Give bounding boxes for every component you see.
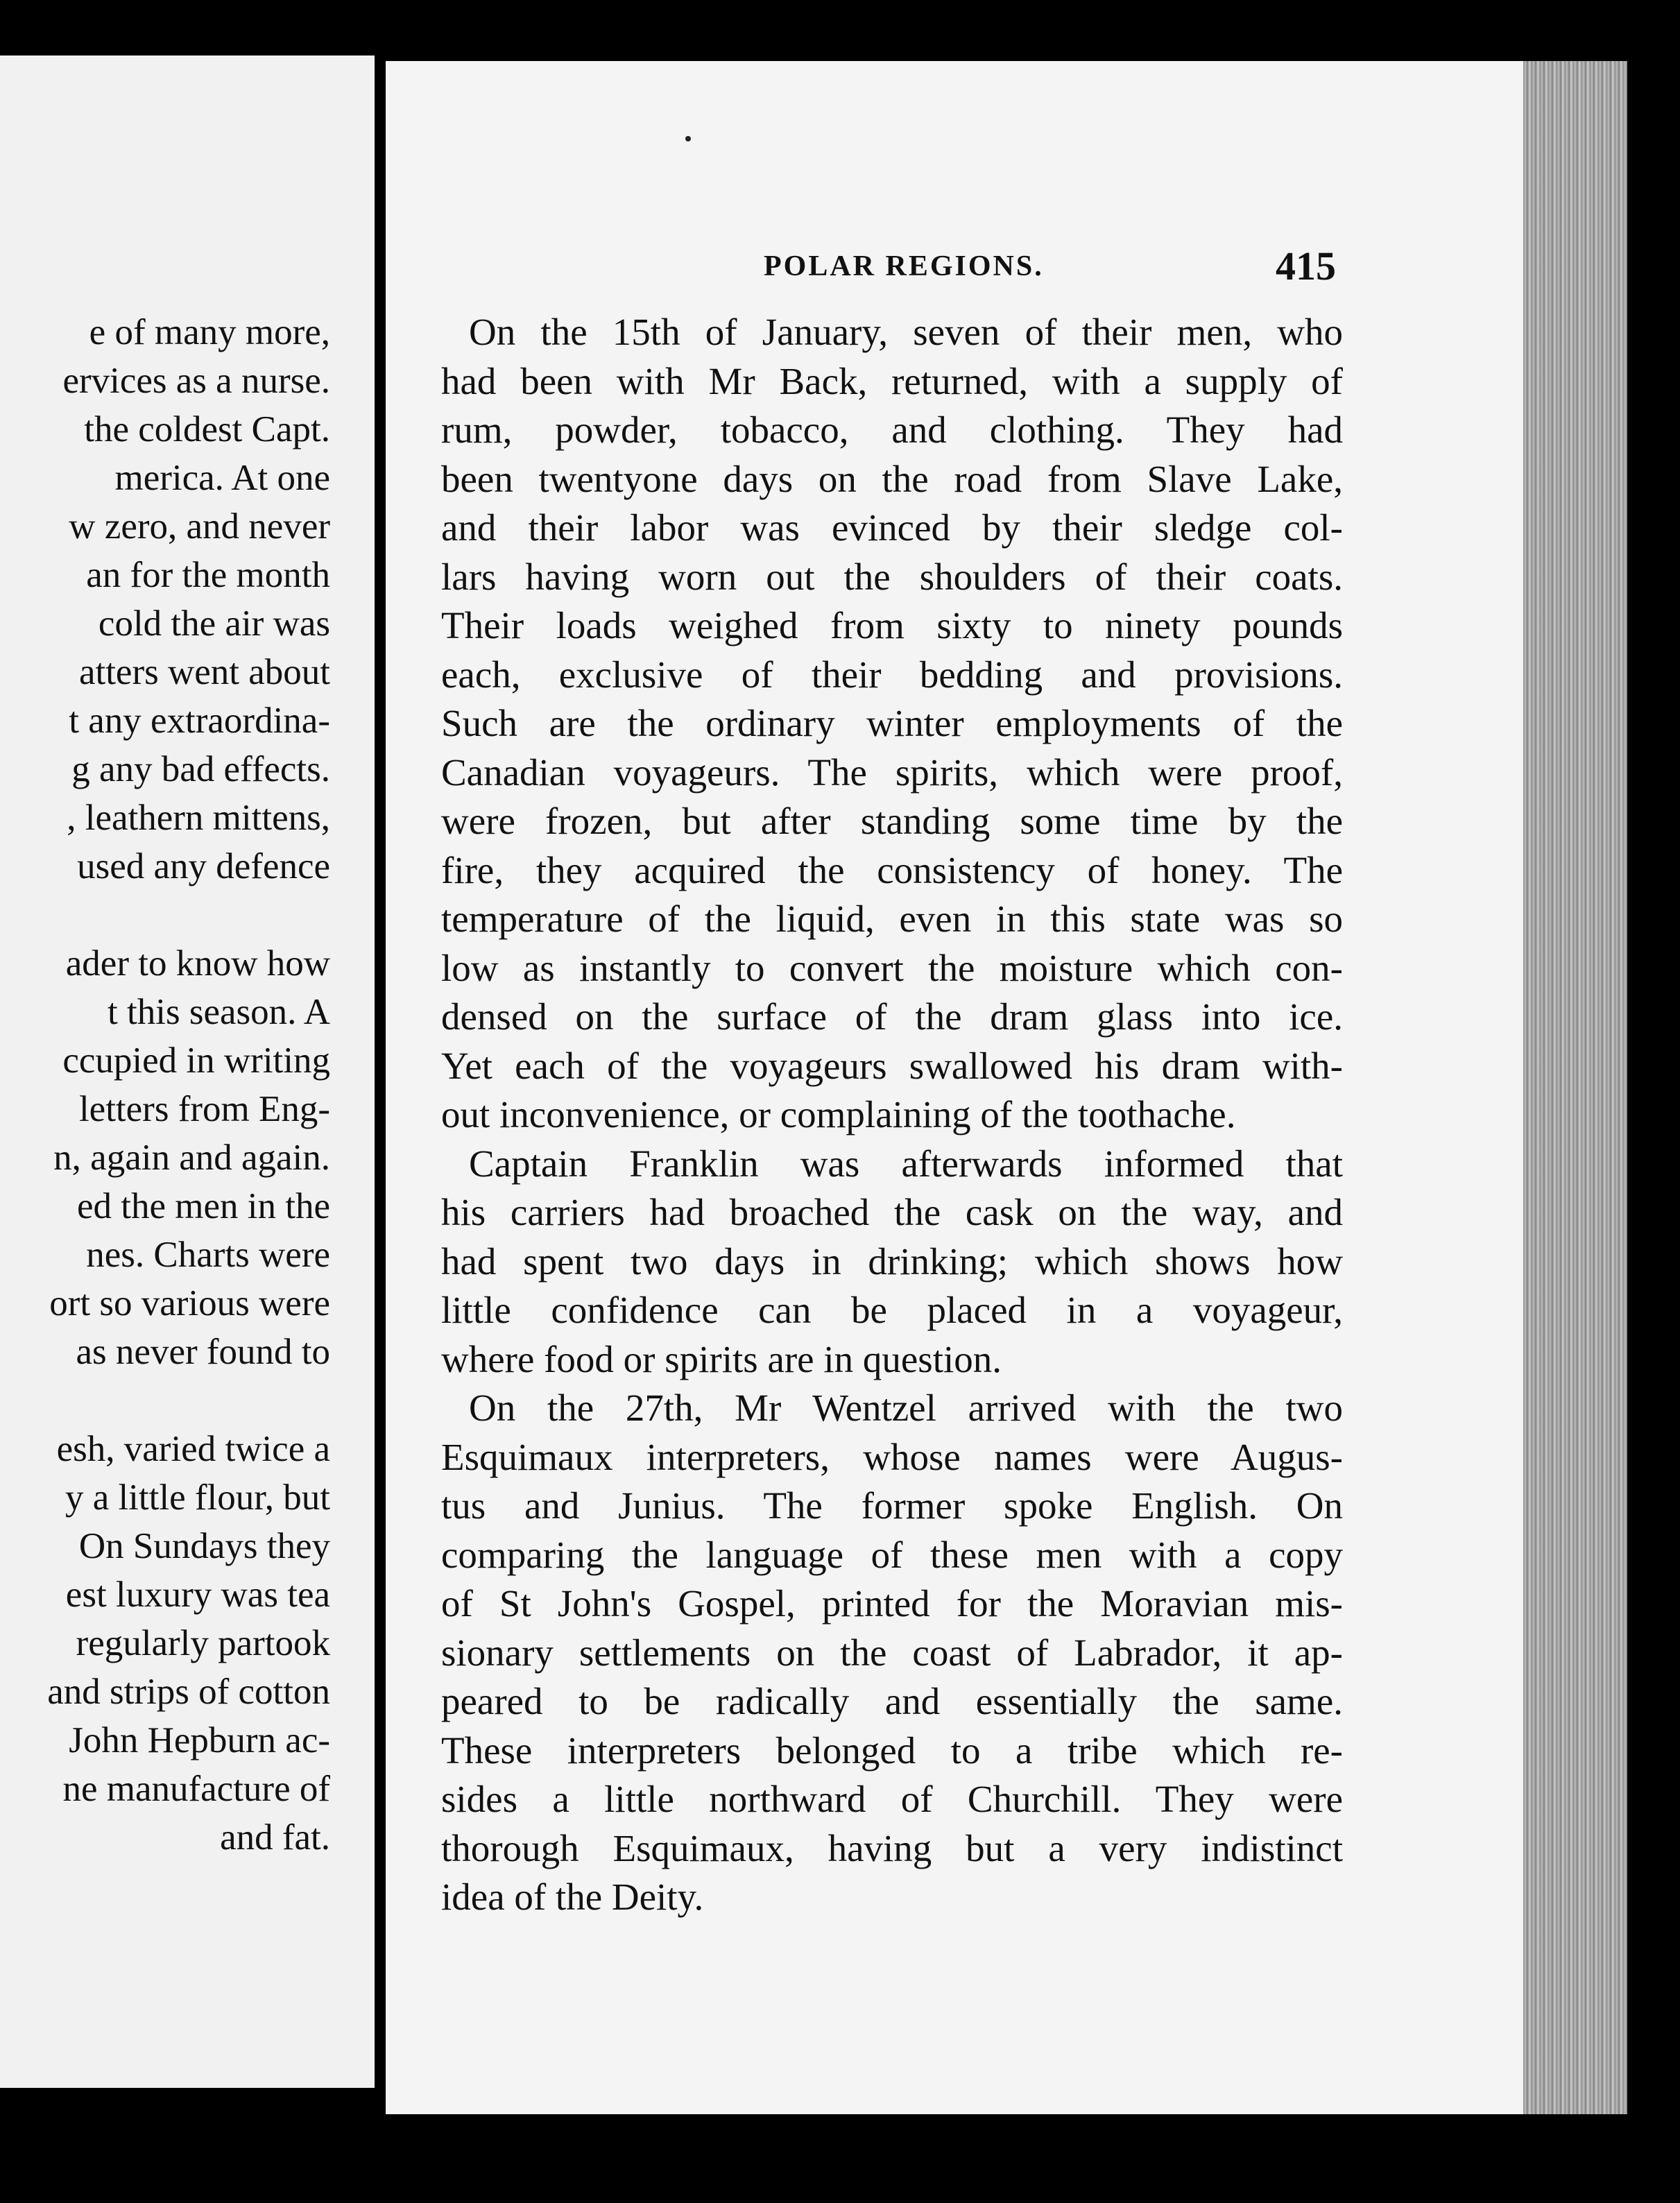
- text-line: little confidence can be placed in a voyageur,: [441, 1289, 1343, 1331]
- left-page-line: and strips of cotton: [47, 1672, 330, 1712]
- text-line: sides a little northward of Churchill. They were: [441, 1778, 1343, 1820]
- left-page-line: est luxury was tea: [65, 1575, 330, 1615]
- ink-speck: [685, 136, 691, 142]
- text-line: Their loads weighed from sixty to ninety pounds: [441, 604, 1343, 646]
- text-line: had been with Mr Back, returned, with a supply of: [441, 359, 1343, 402]
- left-page: [0, 55, 375, 2088]
- left-page-line: John Hepburn ac-: [69, 1720, 330, 1760]
- text-line: thorough Esquimaux, having but a very indistinct: [441, 1826, 1343, 1869]
- left-page-line: merica. At one: [114, 458, 330, 498]
- left-page-line: ccupied in writing: [62, 1040, 330, 1081]
- page-edge-shading: [1523, 61, 1627, 2114]
- left-page-line: ed the men in the: [77, 1186, 330, 1226]
- text-line: lars having worn out the shoulders of their coats.: [441, 555, 1343, 598]
- left-page-line: regularly partook: [76, 1623, 330, 1663]
- left-page-line: and fat.: [220, 1817, 330, 1858]
- left-page-line: as never found to: [76, 1332, 330, 1372]
- running-head: POLAR REGIONS.: [764, 250, 1044, 282]
- text-line: Esquimaux interpreters, whose names were Augus-: [441, 1435, 1343, 1478]
- right-page: [386, 61, 1627, 2114]
- text-line: fire, they acquired the consistency of honey. The: [441, 848, 1343, 891]
- text-line: rum, powder, tobacco, and clothing. They had: [441, 409, 1343, 451]
- text-line: densed on the surface of the dram glass into ice.: [441, 995, 1343, 1038]
- left-page-line: used any defence: [77, 846, 330, 886]
- text-line: idea of the Deity.: [441, 1876, 704, 1918]
- text-line: Yet each of the voyageurs swallowed his dram with-: [441, 1044, 1343, 1087]
- text-line: low as instantly to convert the moisture which con-: [441, 946, 1343, 989]
- left-page-line: , leathern mittens,: [67, 798, 330, 838]
- left-page-line: ne manufacture of: [62, 1769, 330, 1809]
- left-page-line: [0, 1376, 330, 1425]
- left-page-line: cold the air was: [98, 603, 330, 644]
- text-line: and their labor was evinced by their sledge col-: [441, 506, 1343, 549]
- text-line: sionary settlements on the coast of Labrador, it ap-: [441, 1631, 1343, 1674]
- text-line: his carriers had broached the cask on the way, and: [441, 1191, 1343, 1233]
- left-page-line: On Sundays they: [78, 1526, 330, 1566]
- text-line: out inconvenience, or complaining of the toothache.: [441, 1093, 1236, 1135]
- left-page-line: letters from Eng-: [78, 1089, 330, 1129]
- body-text: [441, 308, 1343, 1922]
- text-line: were frozen, but after standing some time by the: [441, 800, 1343, 842]
- left-page-line: y a little flour, but: [65, 1477, 330, 1518]
- book-gutter: [375, 55, 386, 2088]
- text-line: On the 15th of January, seven of their men, who: [469, 311, 1343, 353]
- left-page-line: t this season. A: [108, 992, 330, 1032]
- left-page-line: ervices as a nurse.: [62, 361, 330, 401]
- text-line: On the 27th, Mr Wentzel arrived with the two: [469, 1387, 1343, 1429]
- left-page-line: e of many more,: [89, 312, 330, 352]
- left-page-line: t any extraordina-: [69, 701, 330, 741]
- text-line: Canadian voyageurs. The spirits, which were proof,: [441, 751, 1343, 794]
- left-page-line: the coldest Capt.: [84, 409, 330, 449]
- text-line: comparing the language of these men with a copy: [441, 1533, 1343, 1576]
- left-page-line: ader to know how: [65, 943, 330, 984]
- left-page-line: nes. Charts were: [86, 1235, 330, 1275]
- page-header: [386, 243, 1357, 298]
- page-number: 415: [1276, 243, 1336, 289]
- left-page-line: w zero, and never: [69, 506, 330, 547]
- left-page-line: ort so various were: [49, 1283, 330, 1323]
- text-line: each, exclusive of their bedding and provisions.: [441, 653, 1343, 696]
- text-line: temperature of the liquid, even in this state was so: [441, 898, 1343, 940]
- text-line: had spent two days in drinking; which shows how: [441, 1240, 1343, 1283]
- text-line: peared to be radically and essentially the same.: [441, 1680, 1343, 1722]
- text-line: These interpreters belonged to a tribe which re-: [441, 1729, 1343, 1772]
- text-line: been twentyone days on the road from Slave Lake,: [441, 457, 1343, 500]
- text-line: of St John's Gospel, printed for the Moravian mis-: [441, 1582, 1343, 1625]
- left-page-text: [0, 308, 330, 1862]
- left-page-line: an for the month: [86, 555, 330, 595]
- left-page-line: esh, varied twice a: [56, 1429, 330, 1469]
- left-page-line: [0, 891, 330, 939]
- left-page-line: n, again and again.: [53, 1138, 330, 1178]
- left-page-line: atters went about: [78, 652, 330, 692]
- text-line: Such are the ordinary winter employments of the: [441, 702, 1343, 744]
- text-line: tus and Junius. The former spoke English. On: [441, 1484, 1343, 1527]
- text-line: Captain Franklin was afterwards informed that: [469, 1142, 1343, 1185]
- left-page-line: g any bad effects.: [71, 749, 330, 789]
- text-line: where food or spirits are in question.: [441, 1337, 1002, 1380]
